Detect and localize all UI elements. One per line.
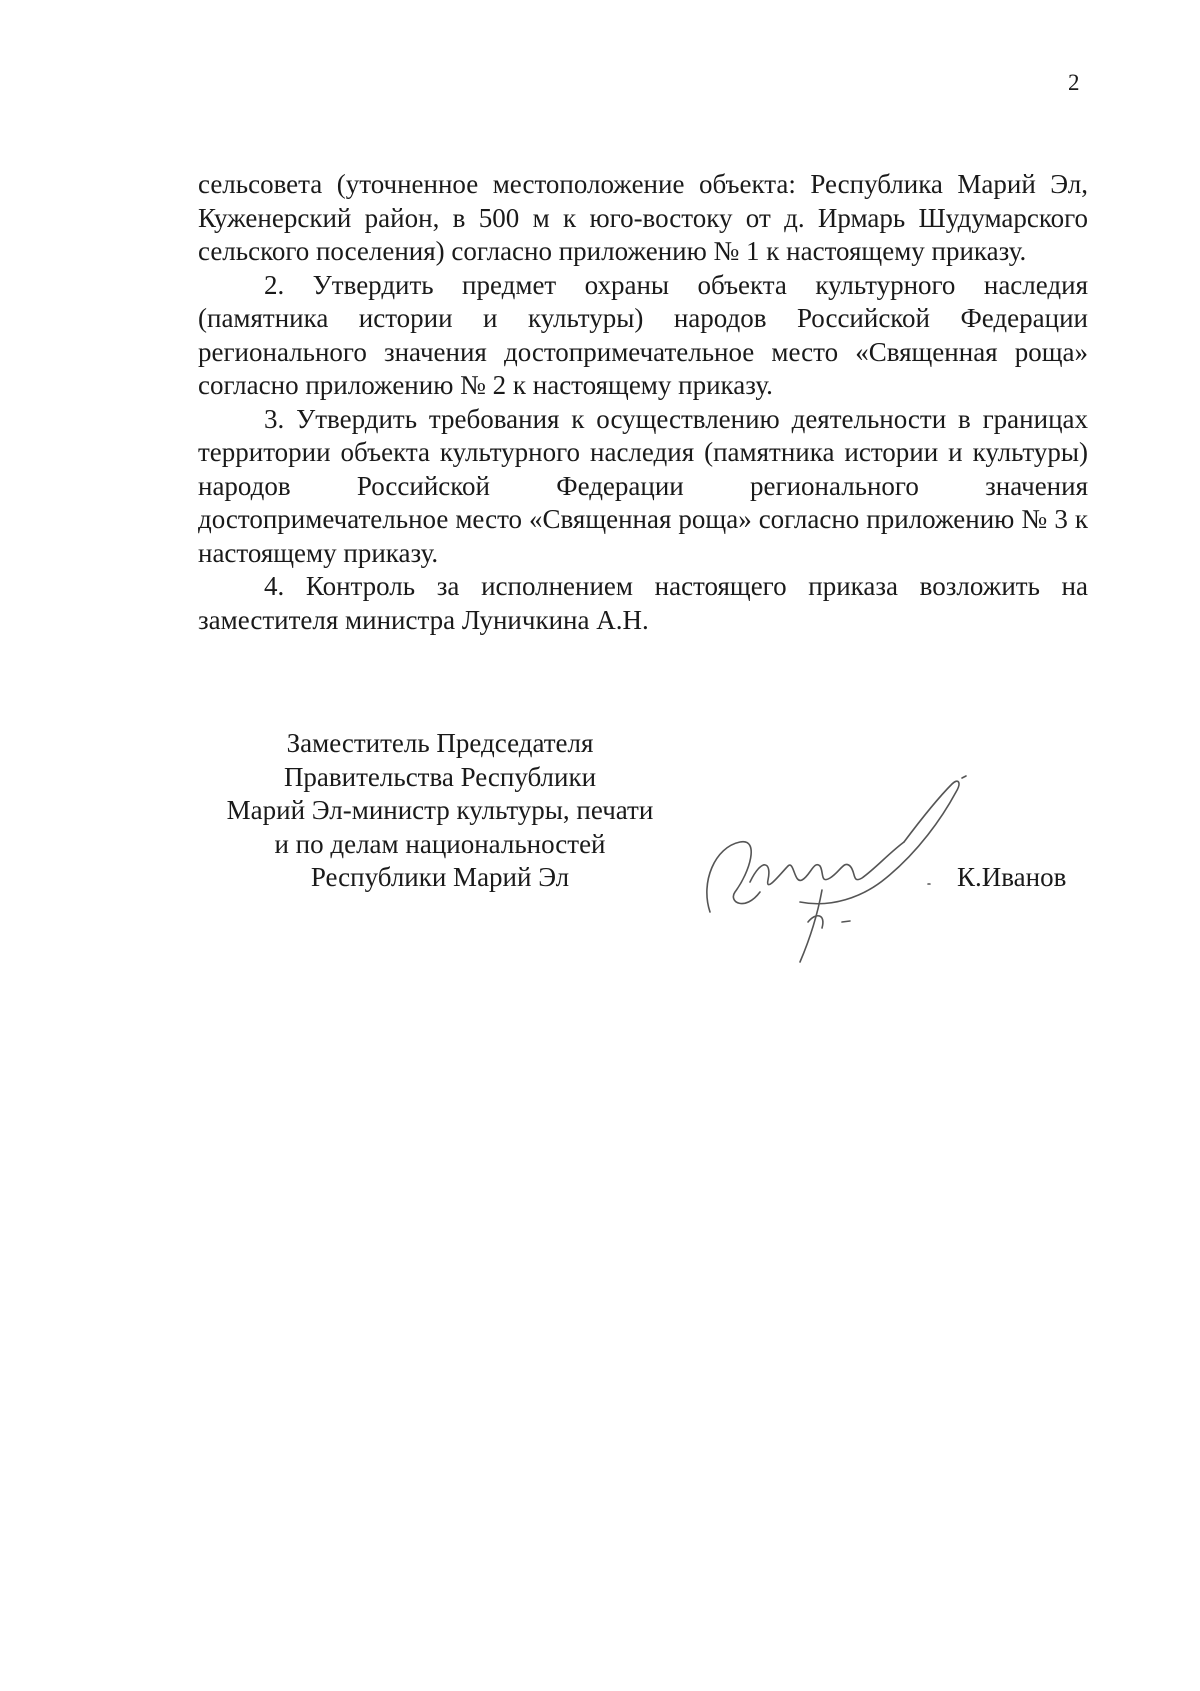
handwritten-signature [690,762,990,982]
paragraph-item-3: 3. Утвердить требования к осуществлению деятельности в границах территории объекта культурного наследия (памятника истории и культуры) народов Российской Федерации регионального значения достопримечательное место «Священная роща» согласно приложению № 3 к настоящему приказу. [198,403,1088,568]
paragraph-item-4: 4. Контроль за исполнением настоящего приказа возложить на заместителя министра Луничкина А.Н. [198,571,1088,635]
paragraph-item-2: 2. Утвердить предмет охраны объекта культурного наследия (памятника истории и культуры) народов Российской Федерации регионального значения достопримечательное место «Священная роща» согласно приложению № 2 к настоящему приказу. [198,269,1088,400]
signatory-line: Республики Марий Эл [310,862,570,892]
signatory-line: Марий Эл-министр культуры, печати [226,795,654,825]
paragraph-location: сельсовета (уточненное местоположение объекта: Республика Марий Эл, Куженерский район, в 500 м к юго-востоку от д. Ирмарь Шудумарского сельского поселения) согласно приложению № 1 к настоящему приказу. [198,169,1088,266]
page-number: 2 [1068,70,1080,95]
signatory-title-block [180,727,700,895]
order-body [198,168,1088,637]
signatory-line: Заместитель Председателя [286,728,594,758]
signatory-line: и по делам национальностей [274,828,606,859]
signatory-line: Правительства Республики [283,761,597,792]
signer-name: К.Иванов [957,862,1067,892]
